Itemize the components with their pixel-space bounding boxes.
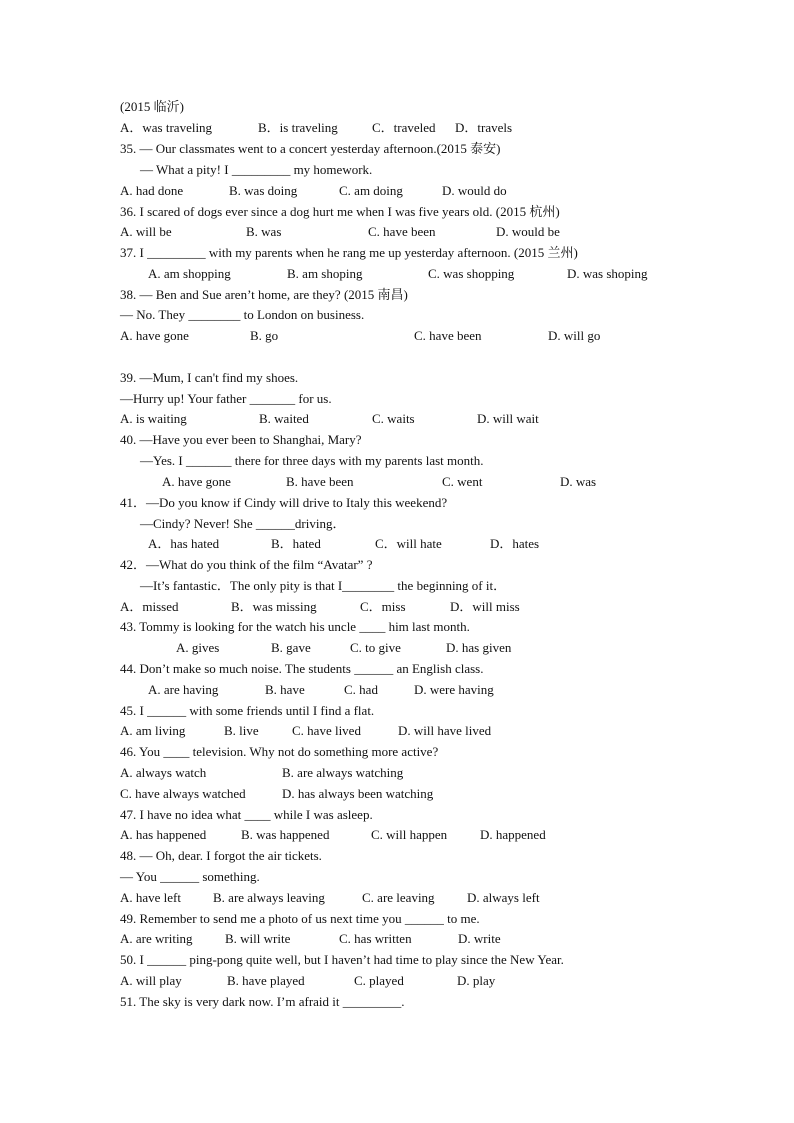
q41-option-d: D．hates bbox=[490, 536, 540, 551]
q43-stem: 43. Tommy is looking for the watch his uncle ____ him last month. bbox=[120, 619, 470, 634]
q49-option-d: D. write bbox=[458, 931, 501, 946]
q34-option-b: B．is traveling bbox=[258, 120, 338, 135]
q43-option-c: C. to give bbox=[350, 640, 401, 655]
q47-option-c: C. will happen bbox=[371, 827, 448, 842]
q39-option-d: D. will wait bbox=[477, 411, 539, 426]
q40-option-d: D. was bbox=[560, 474, 597, 489]
q36-option-a: A. will be bbox=[120, 224, 172, 239]
q48-option-c: C. are leaving bbox=[362, 890, 435, 905]
q34-option-a: A．was traveling bbox=[120, 120, 213, 135]
q39-option-b: B. waited bbox=[259, 411, 309, 426]
q44-option-c: C. had bbox=[344, 682, 378, 697]
q35-stem: 35. — Our classmates went to a concert yesterday afternoon.(2015 泰安) bbox=[120, 141, 501, 156]
q48-reply: — You ______ something. bbox=[120, 869, 260, 884]
q37-option-d: D. was shoping bbox=[567, 266, 648, 281]
q42-reply: —It’s fantastic．The only pity is that I________ the beginning of it． bbox=[140, 578, 507, 593]
q45-option-b: B. live bbox=[224, 723, 259, 738]
q38-option-a: A. have gone bbox=[120, 328, 189, 343]
q49-option-b: B. will write bbox=[225, 931, 291, 946]
q49-stem: 49. Remember to send me a photo of us next time you ______ to me. bbox=[120, 911, 480, 926]
q38-option-b: B. go bbox=[250, 328, 279, 343]
q44-option-d: D. were having bbox=[414, 682, 494, 697]
q49-option-c: C. has written bbox=[339, 931, 412, 946]
q43-option-a: A. gives bbox=[176, 640, 220, 655]
q34-option-c: C．traveled bbox=[372, 120, 436, 135]
q35-reply: — What a pity! I _________ my homework. bbox=[140, 162, 373, 177]
q44-option-b: B. have bbox=[265, 682, 305, 697]
q46-option-b: B. are always watching bbox=[282, 765, 404, 780]
q38-option-d: D. will go bbox=[548, 328, 601, 343]
q41-option-b: B．hated bbox=[271, 536, 321, 551]
q46-option-d: D. has always been watching bbox=[282, 786, 434, 801]
q44-option-a: A. are having bbox=[148, 682, 219, 697]
q37-option-b: B. am shoping bbox=[287, 266, 363, 281]
q40-option-b: B. have been bbox=[286, 474, 354, 489]
q45-option-d: D. will have lived bbox=[398, 723, 492, 738]
q42-option-a: A．missed bbox=[120, 599, 179, 614]
q41-reply: —Cindy? Never! She ______driving． bbox=[140, 516, 346, 531]
q35-option-b: B. was doing bbox=[229, 183, 298, 198]
q49-option-a: A. are writing bbox=[120, 931, 193, 946]
q39-reply: —Hurry up! Your father _______ for us. bbox=[120, 391, 332, 406]
source-note: (2015 临沂) bbox=[120, 99, 184, 114]
q41-option-c: C．will hate bbox=[375, 536, 442, 551]
q38-reply: — No. They ________ to London on business. bbox=[120, 307, 365, 322]
q36-option-b: B. was bbox=[246, 224, 282, 239]
q46-stem: 46. You ____ television. Why not do something more active? bbox=[120, 744, 439, 759]
q38-option-c: C. have been bbox=[414, 328, 482, 343]
q35-option-c: C. am doing bbox=[339, 183, 403, 198]
q43-option-d: D. has given bbox=[446, 640, 512, 655]
q36-stem: 36. I scared of dogs ever since a dog hurt me when I was five years old. (2015 杭州) bbox=[120, 204, 560, 219]
q48-option-b: B. are always leaving bbox=[213, 890, 325, 905]
q42-stem: 42．—What do you think of the film “Avatar” ? bbox=[120, 557, 373, 572]
q45-stem: 45. I ______ with some friends until I find a flat. bbox=[120, 703, 375, 718]
q41-option-a: A．has hated bbox=[148, 536, 220, 551]
q38-stem: 38. — Ben and Sue aren’t home, are they? (2015 南昌) bbox=[120, 287, 408, 302]
q37-option-a: A. am shopping bbox=[148, 266, 231, 281]
q39-option-a: A. is waiting bbox=[120, 411, 187, 426]
q40-reply: —Yes. I _______ there for three days with my parents last month. bbox=[140, 453, 484, 468]
q50-option-c: C. played bbox=[354, 973, 404, 988]
q46-option-c: C. have always watched bbox=[120, 786, 246, 801]
q48-option-d: D. always left bbox=[467, 890, 540, 905]
q40-stem: 40. —Have you ever been to Shanghai, Mary? bbox=[120, 432, 362, 447]
q48-option-a: A. have left bbox=[120, 890, 182, 905]
q36-option-c: C. have been bbox=[368, 224, 436, 239]
q37-option-c: C. was shopping bbox=[428, 266, 515, 281]
q47-option-d: D. happened bbox=[480, 827, 546, 842]
q42-option-d: D．will miss bbox=[450, 599, 520, 614]
q50-option-d: D. play bbox=[457, 973, 496, 988]
q48-stem: 48. — Oh, dear. I forgot the air tickets. bbox=[120, 848, 322, 863]
q35-option-a: A. had done bbox=[120, 183, 184, 198]
q39-stem: 39. —Mum, I can't find my shoes. bbox=[120, 370, 299, 385]
q41-stem: 41．—Do you know if Cindy will drive to Italy this weekend? bbox=[120, 495, 448, 510]
q50-stem: 50. I ______ ping-pong quite well, but I haven’t had time to play since the New Year. bbox=[120, 952, 564, 967]
q50-option-a: A. will play bbox=[120, 973, 182, 988]
q40-option-a: A. have gone bbox=[162, 474, 231, 489]
q42-option-b: B．was missing bbox=[231, 599, 317, 614]
q36-option-d: D. would be bbox=[496, 224, 560, 239]
q34-option-d: D．travels bbox=[455, 120, 513, 135]
q47-option-b: B. was happened bbox=[241, 827, 330, 842]
q42-option-c: C．miss bbox=[360, 599, 406, 614]
q45-option-c: C. have lived bbox=[292, 723, 361, 738]
q39-option-c: C. waits bbox=[372, 411, 415, 426]
q51-stem: 51. The sky is very dark now. I’m afraid it _________. bbox=[120, 994, 405, 1009]
q46-option-a: A. always watch bbox=[120, 765, 207, 780]
q37-stem: 37. I _________ with my parents when he rang me up yesterday afternoon. (2015 兰州) bbox=[120, 245, 578, 260]
q43-option-b: B. gave bbox=[271, 640, 311, 655]
q47-option-a: A. has happened bbox=[120, 827, 207, 842]
q50-option-b: B. have played bbox=[227, 973, 305, 988]
q35-option-d: D. would do bbox=[442, 183, 507, 198]
q47-stem: 47. I have no idea what ____ while I was asleep. bbox=[120, 807, 373, 822]
q40-option-c: C. went bbox=[442, 474, 483, 489]
q45-option-a: A. am living bbox=[120, 723, 186, 738]
q44-stem: 44. Don’t make so much noise. The students ______ an English class. bbox=[120, 661, 484, 676]
